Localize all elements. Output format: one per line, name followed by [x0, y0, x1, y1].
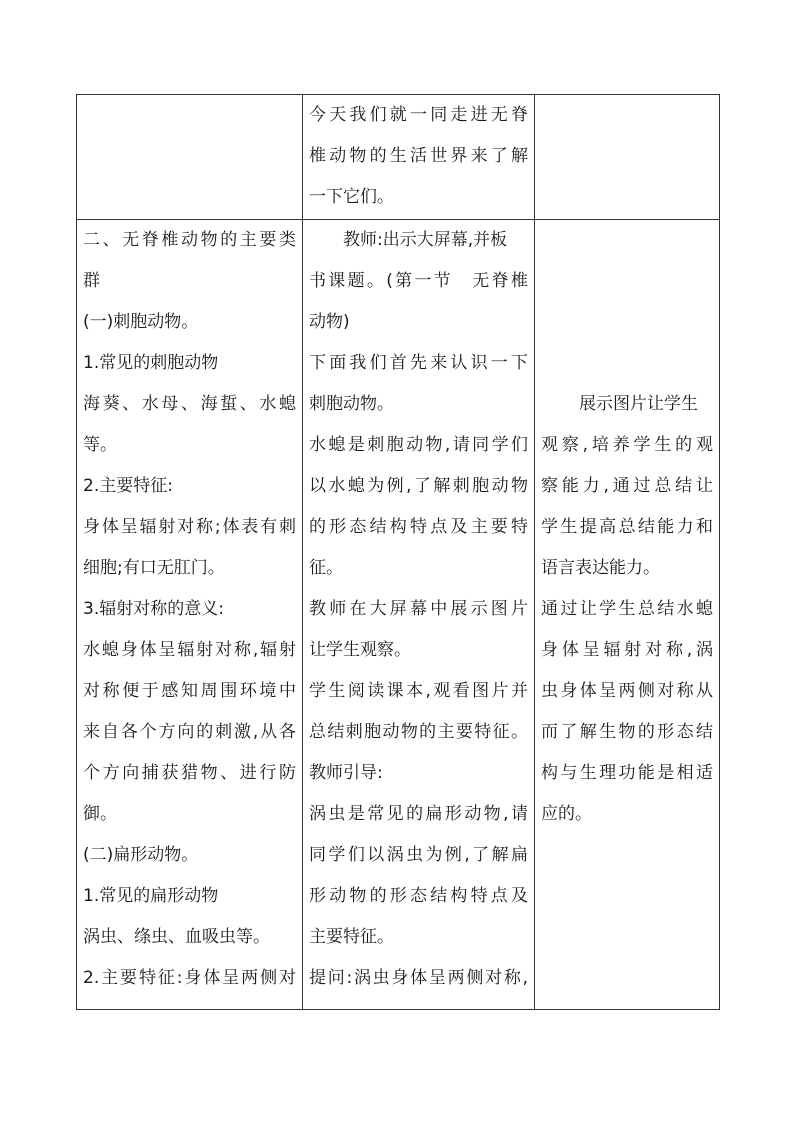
text-line: 以水螅为例,了解刺胞动物: [309, 476, 528, 496]
text-line: 虫身体呈两侧对称从: [541, 681, 713, 701]
text-line: 教师:出示大屏幕,并板: [343, 230, 508, 250]
section-heading: (二)扁形动物。: [83, 845, 199, 865]
spacer: [541, 261, 713, 302]
text-line: 而了解生物的形态结: [541, 722, 713, 742]
text-line: 1.常见的扁形动物: [83, 886, 219, 906]
text-line: 学生阅读课本,观看图片并: [309, 681, 528, 701]
text-line: 涡虫是常见的扁形动物,请: [309, 804, 528, 824]
text-line: 2.主要特征:: [83, 476, 173, 496]
text-line: 今天我们就一同走进无脊: [309, 105, 528, 125]
text-line: 征。: [309, 558, 343, 578]
text-line: 观察,培养学生的观: [541, 435, 713, 455]
text-line: 提问:涡虫身体呈两侧对称,: [309, 968, 528, 988]
spacer: [541, 343, 713, 384]
text-line: 2.主要特征:身体呈两侧对: [83, 968, 296, 988]
text-line: 水螅身体呈辐射对称,辐射: [83, 640, 296, 660]
activity-cell: [303, 220, 535, 1010]
text-line: 水螅是刺胞动物,请同学们: [309, 435, 528, 455]
text-line: 御。: [83, 804, 117, 824]
text-line: 海葵、水母、海蜇、水螅: [83, 394, 296, 414]
text-line: 下面我们首先来认识一下: [309, 353, 528, 373]
text-line: 3.辐射对称的意义:: [83, 599, 224, 619]
text-line: 总结刺胞动物的主要特征。: [309, 722, 528, 742]
text-line: 展示图片让学生: [579, 394, 698, 414]
text-line: 应的。: [541, 804, 592, 824]
table-row-intro: [77, 95, 720, 220]
spacer: [541, 302, 713, 343]
text-line: 学生提高总结能力和: [541, 517, 713, 537]
text-line: 语言表达能力。: [541, 558, 660, 578]
text-line: 通过让学生总结水螅: [541, 599, 713, 619]
text-line: 细胞;有口无肛门。: [83, 558, 225, 578]
text-line: 涡虫、绦虫、血吸虫等。: [83, 927, 270, 947]
section-heading: (一)刺胞动物。: [83, 312, 199, 332]
text-line: 书课题。(第一节 无脊椎: [309, 271, 528, 291]
text-line: 教师引导:: [309, 763, 383, 783]
text-line: 动物): [309, 312, 350, 332]
text-line: 群: [83, 271, 100, 291]
text-line: 椎动物的生活世界来了解: [309, 146, 528, 166]
text-line: 对称便于感知周围环境中: [83, 681, 296, 701]
text-line: 二、无脊椎动物的主要类: [83, 230, 296, 250]
text-line: 构与生理功能是相适: [541, 763, 713, 783]
text-line: 来自各个方向的刺激,从各: [83, 722, 296, 742]
text-line: 教师在大屏幕中展示图片: [309, 599, 528, 619]
text-line: 的形态结构特点及主要特: [309, 517, 528, 537]
text-line: 形动物的形态结构特点及: [309, 886, 528, 906]
spacer: [541, 220, 713, 261]
text-line: 让学生观察。: [309, 640, 411, 660]
text-line: 刺胞动物。: [309, 394, 394, 414]
intent-cell: [535, 220, 720, 1010]
table-row-main: [77, 220, 720, 1010]
content-cell: [77, 220, 303, 1010]
text-line: 等。: [83, 435, 117, 455]
text-line: 身体呈辐射对称;体表有刺: [83, 517, 296, 537]
text-line: 个方向捕获猎物、进行防: [83, 763, 296, 783]
lesson-plan-table: [76, 94, 720, 1010]
text-line: 身体呈辐射对称,涡: [541, 640, 713, 660]
text-line: 1.常见的刺胞动物: [83, 353, 219, 373]
text-line: 察能力,通过总结让: [541, 476, 713, 496]
text-line: 一下它们。: [309, 187, 394, 207]
text-line: 同学们以涡虫为例,了解扁: [309, 845, 528, 865]
activity-cell: [303, 95, 535, 220]
intent-cell: [535, 95, 720, 220]
text-line: 主要特征。: [309, 927, 394, 947]
content-cell: [77, 95, 303, 220]
